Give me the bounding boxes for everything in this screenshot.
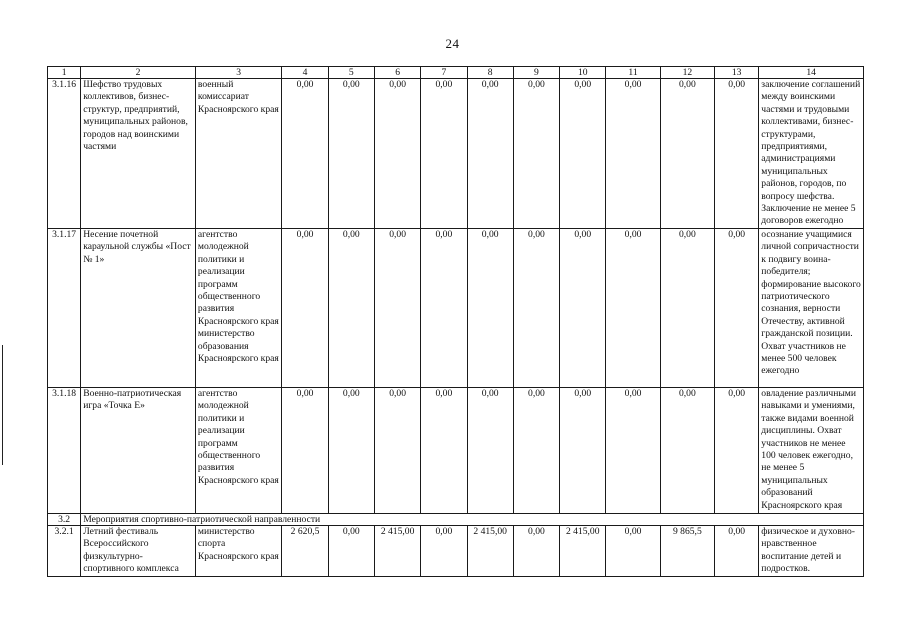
amount-cell: 0,00 [513, 228, 559, 387]
amount-cell: 0,00 [606, 228, 660, 387]
expected-result: осознание учащимися личной сопричастности к подвигу воина-победителя; формирование высокого патриотического сознания, верности Отечеству, активной гражданской позиции. Охват участников не менее 500 человек ежегодно [759, 228, 864, 387]
amount-cell: 0,00 [467, 387, 513, 513]
column-header: 13 [715, 67, 759, 79]
executor: военный комиссариат Красноярского края [195, 79, 282, 229]
amount-cell: 0,00 [374, 387, 420, 513]
activity-name: Летний фестиваль Всероссийского физкультурно-спортивного комплекса [81, 525, 196, 576]
activity-name: Несение почетной караульной службы «Пост № 1» [81, 228, 196, 387]
column-header: 2 [81, 67, 196, 79]
column-header: 3 [195, 67, 282, 79]
column-header: 1 [48, 67, 81, 79]
amount-cell: 9 865,5 [660, 525, 714, 576]
row-code: 3.1.17 [48, 228, 81, 387]
amount-cell: 0,00 [715, 387, 759, 513]
executor: министерство спорта Красноярского края [195, 525, 282, 576]
amount-cell: 0,00 [282, 79, 328, 229]
section-code: 3.2 [48, 513, 81, 525]
activity-name: Военно-патриотическая игра «Точка Е» [81, 387, 196, 513]
amount-cell: 0,00 [513, 387, 559, 513]
amount-cell: 2 620,5 [282, 525, 328, 576]
amount-cell: 0,00 [328, 525, 374, 576]
amount-cell: 2 415,00 [560, 525, 606, 576]
column-header: 14 [759, 67, 864, 79]
amount-cell: 0,00 [328, 79, 374, 229]
amount-cell: 0,00 [660, 228, 714, 387]
amount-cell: 0,00 [715, 525, 759, 576]
page-number: 24 [445, 36, 460, 51]
amount-cell: 0,00 [715, 79, 759, 229]
row-code: 3.1.18 [48, 387, 81, 513]
column-header: 4 [282, 67, 328, 79]
amount-cell: 0,00 [606, 79, 660, 229]
row-code: 3.2.1 [48, 525, 81, 576]
expected-result: заключение соглашений между воинскими частями и трудовыми коллективами, бизнес-структурами, предприятиями, администрациями муниципальных районов, городов, по вопросу шефства. Заключение не менее 5 договоров ежегодно [759, 79, 864, 229]
amount-cell: 0,00 [374, 79, 420, 229]
amount-cell: 0,00 [421, 228, 467, 387]
column-header: 10 [560, 67, 606, 79]
amount-cell: 0,00 [282, 387, 328, 513]
amount-cell: 0,00 [715, 228, 759, 387]
executor: агентство молодежной политики и реализации программ общественного развития Красноярского края министерство образования Красноярского края [195, 228, 282, 387]
amount-cell: 0,00 [421, 525, 467, 576]
amount-cell: 0,00 [513, 525, 559, 576]
amount-cell: 0,00 [467, 228, 513, 387]
amount-cell: 0,00 [421, 387, 467, 513]
expected-result: овладение различными навыками и умениями, также видами военной дисциплины. Охват участников не менее 100 человек ежегодно, не менее 5 муниципальных образований Красноярского края [759, 387, 864, 513]
amount-cell: 0,00 [606, 387, 660, 513]
column-header: 9 [513, 67, 559, 79]
executor: агентство молодежной политики и реализации программ общественного развития Красноярского края [195, 387, 282, 513]
amount-cell: 0,00 [467, 79, 513, 229]
scan-edge-mark [2, 345, 3, 465]
amount-cell: 0,00 [560, 79, 606, 229]
column-header: 12 [660, 67, 714, 79]
column-number-row [48, 67, 864, 79]
amount-cell: 0,00 [606, 525, 660, 576]
column-header: 5 [328, 67, 374, 79]
expected-result: физическое и духовно-нравственное воспитание детей и подростков. [759, 525, 864, 576]
amount-cell: 0,00 [513, 79, 559, 229]
amount-cell: 0,00 [328, 228, 374, 387]
amount-cell: 2 415,00 [467, 525, 513, 576]
table-row [48, 79, 864, 229]
section-title: Мероприятия спортивно-патриотической направленности [81, 513, 864, 525]
amount-cell: 0,00 [421, 79, 467, 229]
amount-cell: 0,00 [560, 228, 606, 387]
amount-cell: 0,00 [328, 387, 374, 513]
amount-cell: 0,00 [660, 387, 714, 513]
activity-name: Шефство трудовых коллективов, бизнес-структур, предприятий, муниципальных районов, городов над воинскими частями [81, 79, 196, 229]
amount-cell: 2 415,00 [374, 525, 420, 576]
amount-cell: 0,00 [282, 228, 328, 387]
section-row [48, 513, 864, 525]
column-header: 8 [467, 67, 513, 79]
column-header: 7 [421, 67, 467, 79]
amount-cell: 0,00 [660, 79, 714, 229]
amount-cell: 0,00 [374, 228, 420, 387]
table-row [48, 525, 864, 576]
table-row [48, 387, 864, 513]
column-header: 6 [374, 67, 420, 79]
program-activities-table [47, 66, 864, 577]
amount-cell: 0,00 [560, 387, 606, 513]
column-header: 11 [606, 67, 660, 79]
row-code: 3.1.16 [48, 79, 81, 229]
table-row [48, 228, 864, 387]
